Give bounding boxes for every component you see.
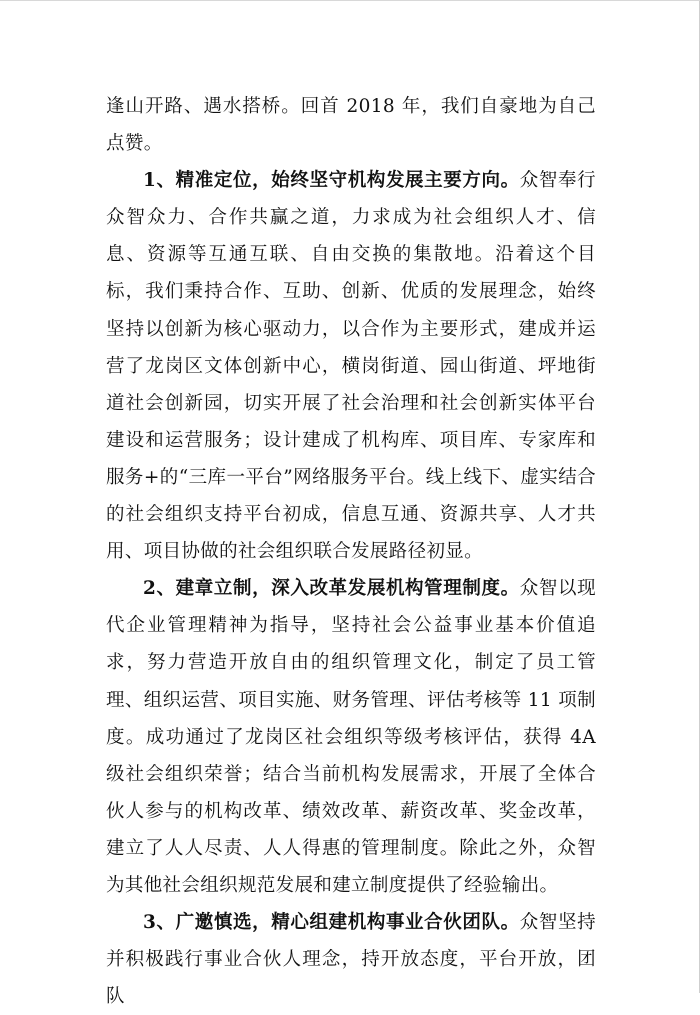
paragraph-body: 众智坚持并积极践行事业合伙人理念，持开放态度，平台开放，团队 [106,912,596,1008]
paragraph-heading: 2、建章立制，深入改革发展机构管理制度。 [143,578,520,600]
paragraph-heading: 3、广邀慎选，精心组建机构事业合伙团队。 [143,912,520,934]
paragraph-body: 众智以现代企业管理精神为指导，坚持社会公益事业基本价值追求，努力营造开放自由的组织管理文化，制定了员工管理、组织运营、项目实施、财务管理、评估考核等 11 项制度。成功通过了龙岗区社会组织等级考核评估，获得 4A 级社会组织荣誉；结合当前机构发展需求，开展了全体合伙人参与的机构改革、绩效改革、薪资改革、奖金改革，建立了人人尽责、人人得惠的管理制度。除此之外，众智为其他社会组织规范发展和建立制度提供了经验输出。 [106,578,596,896]
paragraph-point-3 [106,904,596,1015]
paragraph-heading: 1、精准定位，始终坚守机构发展主要方向。 [143,170,520,192]
paragraph-intro-tail [106,88,596,162]
document-body [106,88,596,1015]
paragraph-point-1 [106,162,596,570]
paragraph-body: 逢山开路、遇水搭桥。回首 2018 年，我们自豪地为自己点赞。 [106,96,596,155]
paragraph-point-2 [106,570,596,904]
paragraph-body: 众智奉行众智众力、合作共赢之道，力求成为社会组织人才、信息、资源等互通互联、自由交换的集散地。沿着这个目标，我们秉持合作、互助、创新、优质的发展理念，始终坚持以创新为核心驱动力，以合作为主要形式，建成并运营了龙岗区文体创新中心，横岗街道、园山街道、坪地街道社会创新园，切实开展了社会治理和社会创新实体平台建设和运营服务；设计建成了机构库、项目库、专家库和服务+的“三库一平台”网络服务平台。线上线下、虚实结合的社会组织支持平台初成，信息互通、资源共享、人才共用、项目协做的社会组织联合发展路径初显。 [106,170,596,563]
